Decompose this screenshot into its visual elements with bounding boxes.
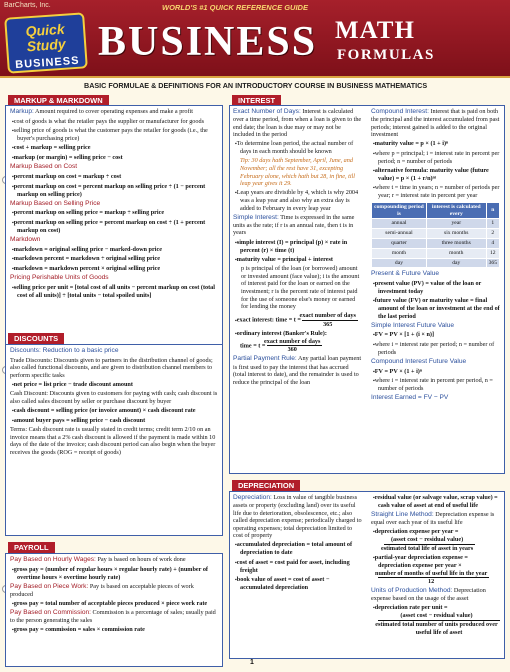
straight-line-text: Depreciation expense is equal over each year of its useful life xyxy=(371,511,495,527)
list-item: ▪ FV = PV × (1 + i)ⁿ xyxy=(371,368,500,376)
publisher: BarCharts, Inc. xyxy=(4,2,51,9)
list-item xyxy=(371,528,500,552)
list-item: ▪ alternative formula: maturity value (future value) = p × (1 + r/n)ⁿᵗ xyxy=(371,167,500,183)
fraction-numerator: number of months of useful life in the year xyxy=(375,569,488,577)
list-item xyxy=(371,554,500,586)
list-item: ▪ selling price of goods is what the customer pays the retailer for goods (i.e., the buyer's purchasing price) xyxy=(10,127,218,143)
section-heading-depreciation: DEPRECIATION xyxy=(232,480,300,492)
page-number: 1 xyxy=(250,659,254,666)
table-row: semi-annual six months 2 xyxy=(372,229,500,239)
fraction-denominator: 12 xyxy=(428,578,435,586)
cash-discount: Cash Discount: Discounts given to customers for paying with cash; cash discount is also called sales discount by seller or purchase discount by buyer xyxy=(10,390,218,405)
subheading: Compound Interest Future Value xyxy=(371,358,467,366)
simple-interest-text: Time is expressed in the same units as the rate; if r is an annual rate, then t is in years xyxy=(233,213,355,237)
list-item: ▪ percent markup on cost = markup ÷ cost xyxy=(10,173,218,181)
table-row: month month 12 xyxy=(372,248,500,258)
subheading: Pay Based on Hourly Wages: xyxy=(10,556,96,563)
list-item: ▪ percent markup on selling price = percent markup on cost ÷ (1 + percent markup on cost) xyxy=(10,219,218,235)
exact-days-label: Exact Number of Days: xyxy=(233,108,301,115)
list-item: ▪ markdown = original selling price − marked-down price xyxy=(10,246,218,254)
subheading: Markdown xyxy=(10,236,41,244)
section-heading-markup: MARKUP & MARKDOWN xyxy=(8,95,109,107)
partial-payment-label: Partial Payment Rule: xyxy=(233,355,297,363)
table-row: quarter three months 4 xyxy=(372,239,500,249)
title-math: MATH xyxy=(335,17,415,44)
list-item: ▪ selling price per unit = [total cost of all units − percent markup on cost (total cost of all units)] ÷ [total units − total spoiled units] xyxy=(10,284,218,300)
markup-label: Markup: xyxy=(10,108,34,115)
markup-intro: Amount required to cover operating expenses and make a profit xyxy=(35,108,193,115)
subheading: Pay Based on Commission: xyxy=(10,609,91,617)
straight-line-label: Straight Line Method: xyxy=(371,511,434,519)
list-item xyxy=(233,312,363,328)
list-item: ▪ cost of asset = cost paid for asset, including freight xyxy=(233,559,363,575)
fraction-denominator: 365 xyxy=(323,320,333,328)
payroll-text: Pay is based on hours of work done xyxy=(97,556,186,563)
tagline: WORLD'S #1 QUICK REFERENCE GUIDE xyxy=(162,3,308,12)
list-item: ▪ cost + markup = selling price xyxy=(10,144,218,152)
fraction-denominator: estimated total number of units produced over useful life of asset xyxy=(375,621,498,636)
list-item: ▪ residual value (or salvage value, scrap value) = cash value of asset at end of useful life xyxy=(371,494,500,510)
section-heading-interest: INTEREST xyxy=(232,95,281,107)
list-item: ▪ cash discount = selling price (or invoice amount) × cash discount rate xyxy=(10,407,218,415)
interest-earned: Interest Earned = FV − PV xyxy=(371,394,449,402)
list-item: ▪ where i = interest rate in percent per period, n = number of periods xyxy=(371,377,500,393)
discounts-section xyxy=(5,344,223,536)
list-item: ▪ where p = principal; i = interest rate in percent per period; n = number of periods xyxy=(371,150,500,166)
logo-bottom: BUSINESS xyxy=(14,54,80,72)
list-item: ▪ Leap years are divisible by 4, which is why 2004 was a leap year and also why an extra day is added to February in every leap year xyxy=(233,189,363,212)
subheading: Markup Based on Selling Price xyxy=(10,199,101,207)
compounding-table xyxy=(371,202,500,269)
tip-text: Tip: 30 days hath September, April, June, and November; all the rest have 31, excepting February alone, which hath but 28, in fine, till leap year gives it 29. xyxy=(240,157,355,188)
table-header: interest is calculated every xyxy=(426,202,486,219)
list-item xyxy=(371,604,500,636)
list-item: ▪ where i = interest rate per period; n = number of periods xyxy=(371,341,500,357)
list-item: ▪ net price = list price − trade discount amount xyxy=(10,381,218,389)
subheading: Simple Interest Future Value xyxy=(371,321,455,329)
time-label: time = t = xyxy=(240,342,266,350)
formula-label: partial-year depreciation expense = depreciation expense per year × xyxy=(374,553,468,570)
list-item: ▪ book value of asset = cost of asset − accumulated depreciation xyxy=(233,576,363,592)
section-heading-discounts: DISCOUNTS xyxy=(8,333,64,345)
payroll-text: Commission is a percentage of sales; usually paid to the person generating the sales xyxy=(10,609,216,625)
list-item: ▪ accumulated depreciation = total amount of depreciation to date xyxy=(233,541,363,557)
list-item: ▪ present value (PV) = value of the loan or investment today xyxy=(371,280,500,296)
fraction-numerator: exact number of days xyxy=(263,337,321,345)
list-item: ▪ gross pay = (number of regular hours × regular hourly rate) + (number of overtime hours × overtime hourly rate) xyxy=(10,566,218,582)
exact-interest-label: exact interest: time = t = xyxy=(236,316,301,324)
subheading: Markup Based on Cost xyxy=(10,163,78,171)
quickstudy-logo xyxy=(4,12,88,73)
logo-top: Quick Study xyxy=(25,20,67,55)
list-item: ▪ maturity value = principal + interest xyxy=(233,256,363,264)
fraction-denominator: 360 xyxy=(287,346,297,354)
list-item: ▪ future value (FV) or maturity value = final amount of the loan or investment at the end of the last period xyxy=(371,297,500,320)
subheading: Pay Based on Piece Work: xyxy=(10,582,89,590)
subheading: Present & Future Value xyxy=(371,270,440,278)
interest-section xyxy=(229,105,505,474)
payroll-section xyxy=(5,553,223,667)
exact-days-text: Interest is calculated over a time period, from when a loan is given to the end date; the loan is due may or may not be included in the period xyxy=(233,108,362,139)
ordinary-interest-label: ordinary interest (Banker's Rule): xyxy=(236,329,327,337)
depreciation-label: Depreciation: xyxy=(233,494,272,501)
payroll-text: Pay is based on acceptable pieces of work produced xyxy=(10,582,194,598)
list-item: ▪ gross pay = commission = sales × commission rate xyxy=(10,626,218,634)
list-item: ▪ percent markup on cost = percent markup on selling price ÷ (1 − percent markup on selling price) xyxy=(10,183,218,199)
table-row: annual year 1 xyxy=(372,219,500,229)
depreciation-section xyxy=(229,491,505,659)
trade-discounts: Trade Discounts: Discounts given to partners in the distribution channel of goods; also called functional discounts, and are given to distribution channel members to perform specific tasks xyxy=(10,356,213,379)
list-item: ▪ To determine loan period, the actual number of days in each month should be known xyxy=(233,140,363,156)
title-business: BUSINESS xyxy=(98,19,318,65)
compound-interest-text: Interest that is paid on both the principal and the interest accumulated from past periods; interest gained is added to the original investment xyxy=(371,108,500,139)
subheading: Pricing Perishable Units of Goods xyxy=(10,274,109,282)
list-item: ▪ gross pay = total number of acceptable pieces produced × piece work rate xyxy=(10,600,218,608)
list-item: ▪ markdown percent = markdown ÷ original selling price xyxy=(10,255,218,263)
fraction-numerator: (asset cost − residual value) xyxy=(384,536,475,545)
list-item: ▪ where t = time in years; n = number of periods per year; r = interest rate in percent per year xyxy=(371,184,500,200)
fraction-numerator: exact number of days xyxy=(299,312,356,320)
list-item: ▪ cost of goods is what the retailer pays the supplier or manufacturer for goods xyxy=(10,118,218,126)
partial-payment-text: Any partial loan payment is first used to pay the interest that has accrued (total interest to date), and the remainder is used to reduce the principal of the loan xyxy=(233,355,362,386)
markup-section xyxy=(5,105,223,346)
list-item: ▪ percent markup on selling price = markup ÷ selling price xyxy=(10,209,218,217)
discounts-intro: Discounts: Reduction to a basic price xyxy=(10,347,119,354)
fraction-denominator: estimated total life of asset in years xyxy=(381,544,474,552)
list-item: ▪ FV = PV × [1 + (i × n)] xyxy=(371,331,500,339)
compound-interest-label: Compound Interest: xyxy=(371,108,429,115)
list-item: ▪ amount buyer pays = selling price − cash discount xyxy=(10,417,218,425)
units-production-text: Depreciation expense based on the usage of the asset xyxy=(371,587,486,603)
variable-definitions: p is principal of the loan (or borrowed) amount or invested amount (face value); i is the amount of interest paid for the loan or earned on the investment; r is the percent rate of interest paid for the use of someone else's money or earned for lending the money xyxy=(241,265,360,311)
section-heading-payroll: PAYROLL xyxy=(8,542,55,554)
table-header: compounding period is xyxy=(372,202,427,219)
formula-label: depreciation expense per year = xyxy=(374,528,459,536)
title-formulas: FORMULAS xyxy=(337,47,435,63)
terms-text: Terms: Cash discount rate is usually stated in credit terms; credit term 2/10 on an invoice means that a 2% cash discount is allowed if the payment is made within 10 days of the date of the invoice; cash discount period can also begin when the buyer receives the goods (ROG = receipt of goods) xyxy=(10,426,216,456)
units-production-label: Units of Production Method: xyxy=(371,587,453,595)
depreciation-text: Loss in value of tangible business assets or property (excluding land) over its useful life due to deterioration, obsolescence, etc.; also called depreciation expense; periodically charged to operating expenses; total depreciation limited to cost of property xyxy=(233,494,362,540)
list-item xyxy=(233,330,363,354)
list-item: ▪ simple interest (I) = principal (p) × rate in percent (r) × time (t) xyxy=(233,239,363,255)
formula-label: depreciation rate per unit = xyxy=(374,604,448,612)
list-item: ▪ maturity value = p × (1 + i)ⁿ xyxy=(371,140,500,148)
fraction-numerator: (asset cost − residual value) xyxy=(378,612,500,621)
list-item: ▪ markup (or margin) = selling price − cost xyxy=(10,154,218,162)
table-row: day day 365 xyxy=(372,258,500,268)
table-header: n xyxy=(486,202,499,219)
subtitle: BASIC FORMULAE & DEFINITIONS FOR AN INTRODUCTORY COURSE IN BUSINESS MATHEMATICS xyxy=(84,81,428,90)
simple-interest-label: Simple Interest: xyxy=(233,213,279,221)
list-item: ▪ markdown = markdown percent × original selling price xyxy=(10,265,218,273)
header-banner xyxy=(0,0,510,78)
